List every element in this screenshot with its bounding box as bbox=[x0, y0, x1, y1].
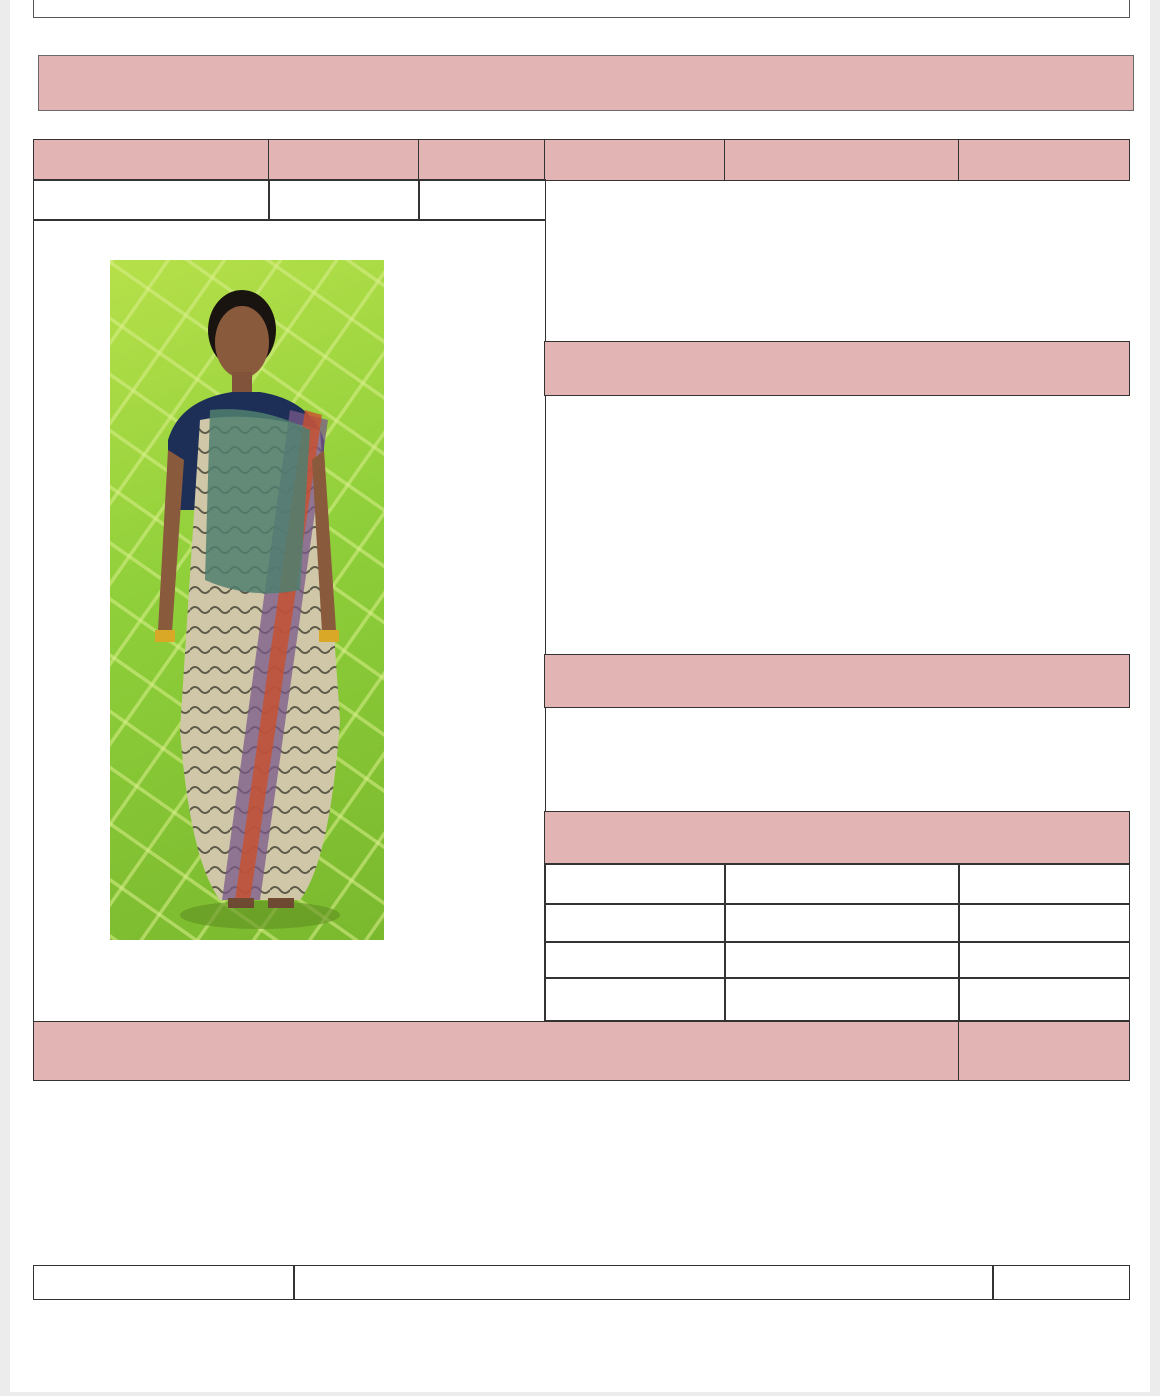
full-name-bar bbox=[38, 55, 1134, 111]
position-applied-label bbox=[544, 139, 726, 181]
employment-empty-cell bbox=[724, 941, 960, 979]
employment-period-cell bbox=[544, 903, 726, 943]
weight-header bbox=[418, 139, 546, 181]
employment-position-header bbox=[724, 863, 960, 905]
agent-label-cell bbox=[33, 1265, 295, 1300]
skills-header bbox=[33, 1021, 960, 1081]
employment-header bbox=[544, 811, 1130, 865]
employment-empty-cell bbox=[958, 977, 1130, 1021]
top-box bbox=[33, 0, 1130, 18]
employment-city-cell bbox=[958, 903, 1130, 943]
height-header bbox=[268, 139, 420, 181]
employment-period-header bbox=[544, 863, 726, 905]
agent-arabic bbox=[992, 1265, 1130, 1300]
employment-empty-cell bbox=[544, 941, 726, 979]
position-applied-cell bbox=[724, 139, 960, 181]
employment-city-header bbox=[958, 863, 1130, 905]
position-applied-extra bbox=[958, 139, 1130, 181]
height-value bbox=[268, 179, 420, 221]
religion-cell bbox=[33, 179, 270, 221]
candidate-photo bbox=[110, 260, 384, 940]
candidate-photo-graphic bbox=[110, 260, 384, 940]
skills-header-extra bbox=[958, 1021, 1130, 1081]
agent-value-cell bbox=[293, 1265, 994, 1300]
religion-header bbox=[33, 139, 270, 181]
employment-position-value bbox=[724, 903, 960, 943]
languages-header bbox=[544, 654, 1130, 708]
employment-empty-cell bbox=[958, 941, 1130, 979]
details-of-application-header bbox=[544, 341, 1130, 396]
weight-value bbox=[418, 179, 546, 221]
employment-empty-cell bbox=[544, 977, 726, 1021]
employment-empty-cell bbox=[724, 977, 960, 1021]
